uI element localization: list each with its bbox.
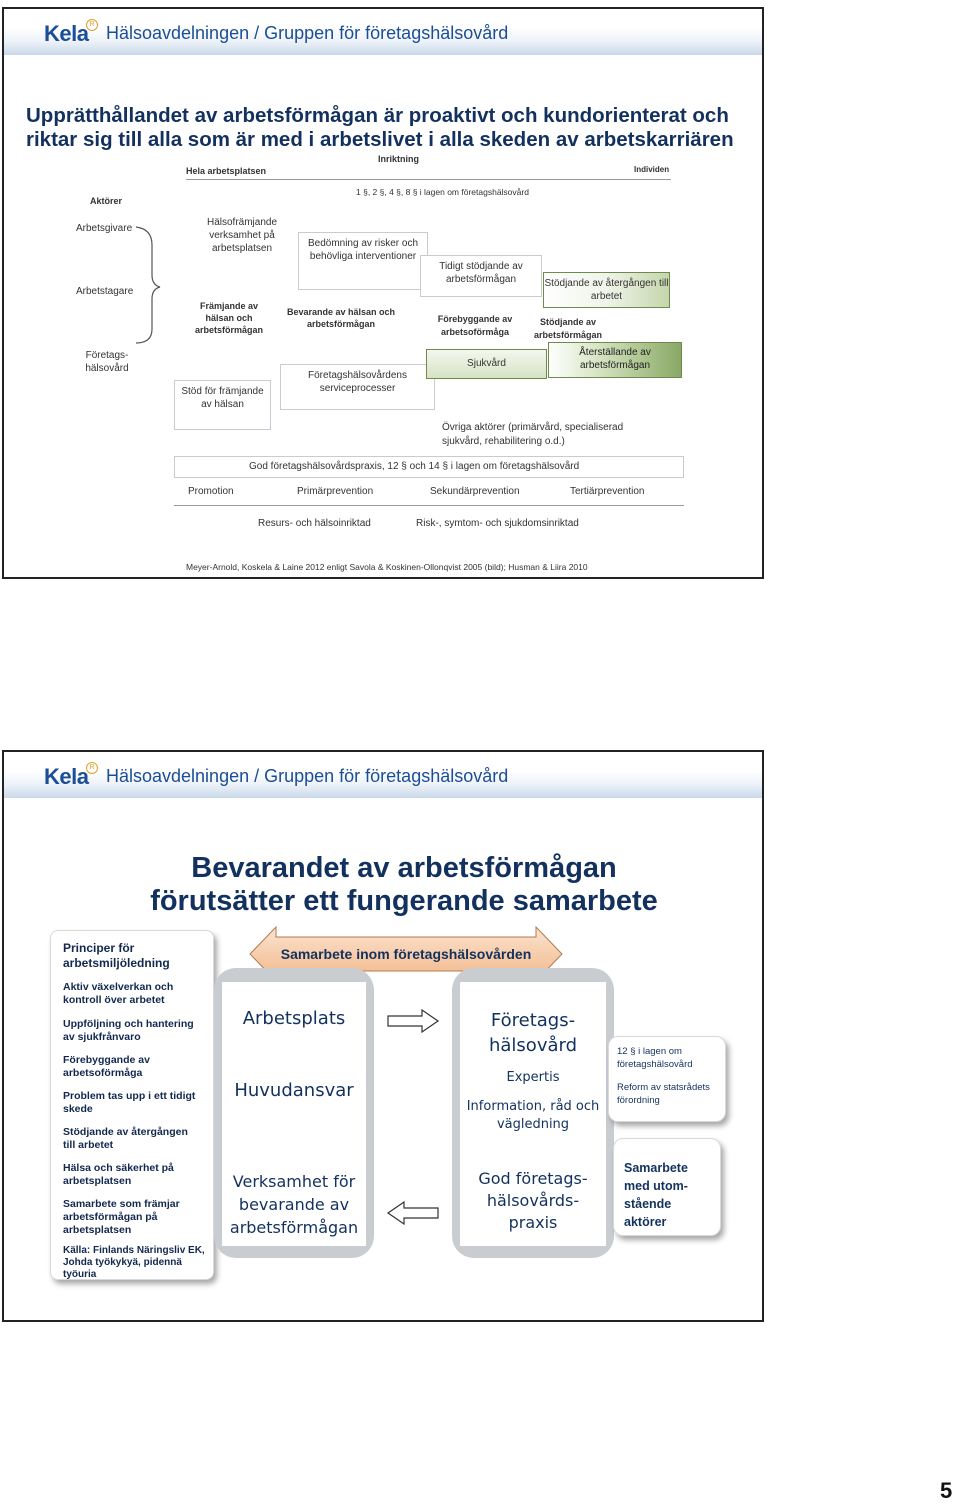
arbetsplats-label: Arbetsplats (242, 1008, 346, 1029)
box-stod-text: Stöd för främjande av hälsan (181, 386, 264, 410)
huvudansvar-label: Huvudansvar (234, 1080, 354, 1101)
principles-source: Källa: Finlands Näringsliv EK, Johda työkykyä, pidennä työuria (63, 1245, 205, 1280)
box-stodjande: Stödjande av arbetsförmågan (533, 317, 603, 340)
box-sjukvard-text: Sjukvård (467, 358, 506, 369)
prevention-line (174, 505, 684, 506)
principles-title: Principer för arbetsmiljöledning (63, 941, 170, 970)
god-praxis-label: God företags-hälsovårds-praxis (478, 1169, 588, 1232)
principle-item: Hälsa och säkerhet på arbetsplatsen (63, 1162, 174, 1187)
scope-line (186, 179, 671, 180)
ovriga-aktorer: Övriga aktörer (primärvård, specialiserad sjukvård, rehabilitering o.d.) (442, 422, 624, 447)
kela-logo-mark-icon: R (86, 762, 98, 774)
title-line-2: förutsätter ett fungerande samarbete (150, 885, 658, 917)
principle-item: Aktiv växelverkan och kontroll över arbetet (63, 981, 174, 1006)
principle-item: Problem tas upp i ett tidigt skede (63, 1090, 196, 1115)
box-halsoframjande: Hälsofrämjande verksamhet på arbetsplatsen (206, 217, 278, 254)
arrow-left-icon (386, 1200, 440, 1226)
box-aterstallande (548, 342, 682, 378)
box-stodjande-atergang-text: Stödjande av återgången till arbetet (544, 278, 669, 302)
slide-title (26, 104, 756, 152)
title-line-1: Bevarandet av arbetsförmågan (191, 852, 617, 884)
hela-arbetsplatsen-label: Hela arbetsplatsen (186, 166, 267, 176)
principle-item: Uppföljning och hantering av sjukfrånvaro (63, 1018, 194, 1043)
box-framjande: Främjande av hälsan och arbetsförmågan (194, 301, 264, 335)
samarbete-utom-box (613, 1138, 721, 1236)
principle-item: Stödjande av återgången till arbetet (63, 1126, 188, 1151)
prevention-tertiar: Tertiärprevention (570, 486, 645, 497)
box-tidigt (420, 255, 542, 297)
principle-item: Förebyggande av arbetsoförmåga (63, 1054, 150, 1079)
information-label: Information, råd och vägledning (466, 1099, 600, 1132)
lag-box-line-1: 12 § i lagen om företagshälsovård (617, 1046, 693, 1070)
samarbete-utom-label: Samarbete med utom-stående aktörer (624, 1161, 688, 1229)
box-serviceprocesser-text: Företagshälsovårdens serviceprocesser (308, 370, 407, 394)
risk-inriktad: Risk-, symtom- och sjukdomsinriktad (416, 518, 579, 529)
prevention-sekundar: Sekundärprevention (430, 486, 520, 497)
prevention-primar: Primärprevention (297, 486, 374, 497)
kela-logo: Kela (44, 764, 89, 789)
prevention-promotion: Promotion (188, 486, 234, 497)
aktorer-label: Aktörer (90, 196, 123, 206)
slide-header (4, 9, 762, 55)
box-bevarande: Bevarande av hälsan och arbetsförmågan (286, 307, 396, 329)
actor-arbetstagare: Arbetstagare (76, 286, 134, 297)
slide-header (4, 752, 762, 798)
title-line-2: riktar sig till alla som är med i arbetslivet i alla skeden av arbetskarriären (26, 128, 734, 151)
actor-foretagshalsovard: Företags-hälsovård (85, 350, 129, 374)
verksamhet-label: Verksamhet för bevarande av arbetsförmågan (229, 1172, 359, 1237)
header-title: Hälsoavdelningen / Gruppen för företagshälsovård (106, 23, 509, 43)
box-serviceprocesser (280, 364, 435, 410)
principles-panel (50, 930, 214, 1280)
samarbete-arrow-label: Samarbete inom företagshälsovården (280, 946, 532, 962)
kela-logo-mark-icon: R (86, 19, 98, 31)
header-title: Hälsoavdelningen / Gruppen för företagshälsovård (106, 766, 509, 786)
title-line-1: Upprätthållandet av arbetsförmågan är proaktivt och kundorienterat och (26, 104, 729, 127)
lag-box (608, 1036, 726, 1122)
lag-box-line-2: Reform av statsrådets förordning (617, 1082, 710, 1106)
resurs-inriktad: Resurs- och hälsoinriktad (258, 518, 371, 529)
slide-title (104, 852, 704, 918)
actors-brace-icon (132, 225, 162, 345)
box-sjukvard (426, 349, 547, 379)
god-praxis-bar (174, 456, 684, 478)
individen-label: Individen (634, 165, 670, 174)
source-citation: Meyer-Arnold, Koskela & Laine 2012 enligt Savola & Koskinen-Ollonqvist 2005 (bild); Husman & Liira 2010 (186, 562, 588, 572)
ftghv-label: Företags-hälsovård (488, 1010, 578, 1056)
inriktning-label: Inriktning (378, 154, 419, 164)
expertis-label: Expertis (506, 1070, 560, 1085)
box-aterstallande-text: Återställande av arbetsförmågan (579, 347, 651, 371)
box-stod (174, 380, 271, 430)
page-number: 5 (940, 1478, 953, 1503)
principle-item: Samarbete som främjar arbetsförmågan på arbetsplatsen (63, 1198, 180, 1236)
box-forebyggande: Förebyggande av arbetsoförmåga (437, 314, 513, 337)
box-bedomning (298, 232, 428, 290)
arrow-right-icon (386, 1008, 440, 1034)
box-stodjande-atergang (543, 272, 670, 308)
kela-logo: Kela (44, 21, 89, 46)
box-tidigt-text: Tidigt stödjande av arbetsförmågan (439, 261, 523, 285)
god-praxis-text: God företagshälsovårdspraxis, 12 § och 14 § i lagen om företagshälsovård (249, 461, 580, 472)
actor-arbetsgivare: Arbetsgivare (76, 223, 133, 234)
box-bedomning-text: Bedömning av risker och behövliga interventioner (307, 238, 419, 262)
law-ref-label: 1 §, 2 §, 4 §, 8 § i lagen om företagshälsovård (356, 187, 529, 197)
